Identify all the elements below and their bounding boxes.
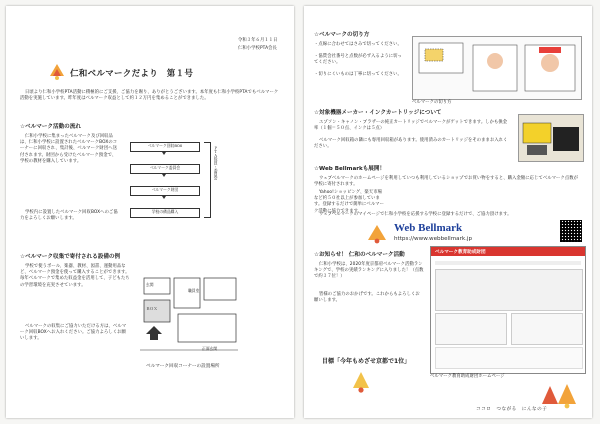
ink-cartridge-photo: [518, 114, 584, 162]
map-label-staffroom: 職員室: [188, 288, 200, 293]
section-web-body: ウェブベルマークのホームページを利用していつも利用しているショップでお買い物をすると、購入金額に応じてベルマーク点数が学校に寄付されます。: [314, 176, 579, 188]
flow-box-1: ベルマーク回収BOX: [130, 142, 200, 152]
issue-date: 令和３年６月１１日: [238, 38, 278, 43]
section-cutting-item-2: ・協賛会社番号と点数が必ず入るように切ってください。: [314, 54, 402, 66]
web-bellmark-banner[interactable]: [364, 220, 504, 246]
foundation-webpage-screenshot: [430, 246, 586, 374]
flow-box-3: ベルマーク財団: [130, 186, 200, 196]
section-ink-body2: ベルマーク回収箱の隣にも専用回収箱があります。使用済みのカートリッジをそのままお入れください。: [314, 138, 508, 150]
title-block: [48, 62, 248, 82]
map-label-box: ＢＯＸ: [146, 306, 158, 311]
section-equipment-heading: ☆ベルマーク収集で寄付される設備の例: [20, 254, 121, 260]
cutting-illustration: [412, 36, 582, 100]
flow-box-2: ベルマーク委員会: [130, 164, 200, 174]
section-ranking-heading: ☆お知らせ！ 仁和のベルマーク活動: [314, 252, 405, 258]
section-ranking-body: 仁和小学校は、2020年度京都府ベルマーク活動ランキングで、学校の実績ランキングに入りました！（点数で約３７位！）: [314, 262, 424, 280]
flow-box-4: 学校の備品購入: [130, 208, 200, 218]
map-label-entrance: 玄関: [146, 282, 154, 287]
section-flow-body: 仁和小学校に集まったベルマーク及び回収品は、仁和小学校に設置されたベルマークBOXのコーナーに回収され、集計後、ベルマーク財団へ送付されます。財団から受けたベルマーク預金で、学校の教材を購入しています。: [20, 134, 118, 164]
intro-text: 日頃より仁和小学校PTA活動に積極的にご支援、ご協力を賜り、ありがとうございます。本年度も仁和小学校PTAでもベルマーク活動を実施しています。昨年度はベルマーク収益として約１２万円を集めることができました。: [20, 90, 279, 102]
qr-code[interactable]: [560, 220, 582, 242]
goal-motto: 目標「今年もめざせ京都で1位」: [322, 358, 411, 365]
section-equipment-body: 学校で使うボール、楽器、教材、図書、運動用品など、ベルマーク預金を使って購入することができます。毎年ベルマークで集めた収益金を活用して、子どもたちの学習環境を充実させています。: [20, 264, 130, 288]
web-bellmark-url[interactable]: https://www.webbellmark.jp: [394, 236, 473, 242]
section-equipment-body2: ベルマークの収集にご協力いただける方は、ベルマーク回収BOXへお入れください。ご協力よろしくお願いします。: [20, 324, 127, 342]
flow-arrow-3: [162, 196, 166, 199]
map-label-front-gate: 正面玄関: [202, 346, 218, 351]
flow-arrow-1: [162, 152, 166, 155]
section-ranking-body2: 皆様のご協力のおかげです。これからもよろしくお願いします。: [314, 292, 420, 304]
cutting-caption: ベルマークの切り方: [412, 100, 452, 105]
section-web-heading: ☆Web Bellmarkも展開！: [314, 166, 386, 172]
map-caption: ベルマーク回収コーナーの設置場所: [146, 364, 220, 369]
webpage-header: ベルマーク教育助成財団: [435, 249, 486, 255]
section-flow-heading: ☆ベルマーク活動の流れ: [20, 124, 81, 130]
section-ink-body: エプソン・キャノン・ブラザーの純正カートリッジでベルマークがゲットできます。しかも換金率（１個＝５０点、インクは５点）: [314, 120, 508, 132]
section-cutting-heading: ☆ベルマークの切り方: [314, 32, 370, 38]
bell-logo-icon: [48, 62, 66, 82]
flow-bracket: [204, 142, 211, 218]
footer-slogan: ココロ つながる にんなの子: [476, 407, 548, 412]
flow-arrow-2: [162, 174, 166, 177]
section-web-body2: Yahoo!ショッピング、楽天市場など約５０社以上が参加しています。登録するだけで簡単にベルマーク活動に協力できます。: [314, 190, 385, 214]
section-flow-body2: 学校内に設置したベルマーク回収BOXへのご協力をよろしくお願いします。: [20, 210, 118, 222]
newsletter-title: 仁和ベルマークだより 第１号: [70, 69, 194, 79]
ink-cartridge-icon: [519, 115, 583, 161]
section-web-body3: ウェブベルマークのマイページで仁和小学校を応援する学校に登録するだけで、ご協力頂けます。: [319, 212, 512, 217]
issuer: 仁和小学校PTA会長: [238, 46, 277, 51]
section-cutting-item-1: ・点線に合わせてはさみで切ってください。: [314, 42, 402, 47]
section-ink-heading: ☆対象機器メーカー・インクカートリッジについて: [314, 110, 442, 116]
left-page: [6, 6, 294, 418]
flow-side-label: ＰＴＡ役員・委員会: [214, 146, 220, 181]
section-cutting-item-3: ・切りにくいものは丁寧に切ってください。: [314, 72, 402, 77]
web-bellmark-logo-icon: [364, 222, 390, 244]
right-page: [304, 6, 592, 418]
cutting-illustration-icon: [413, 37, 581, 99]
bell-decoration-icon: [350, 368, 372, 394]
web-bellmark-title: Web Bellmark: [394, 222, 463, 234]
webpage-caption: ベルマーク教育助成財団ホームページ: [430, 374, 505, 379]
